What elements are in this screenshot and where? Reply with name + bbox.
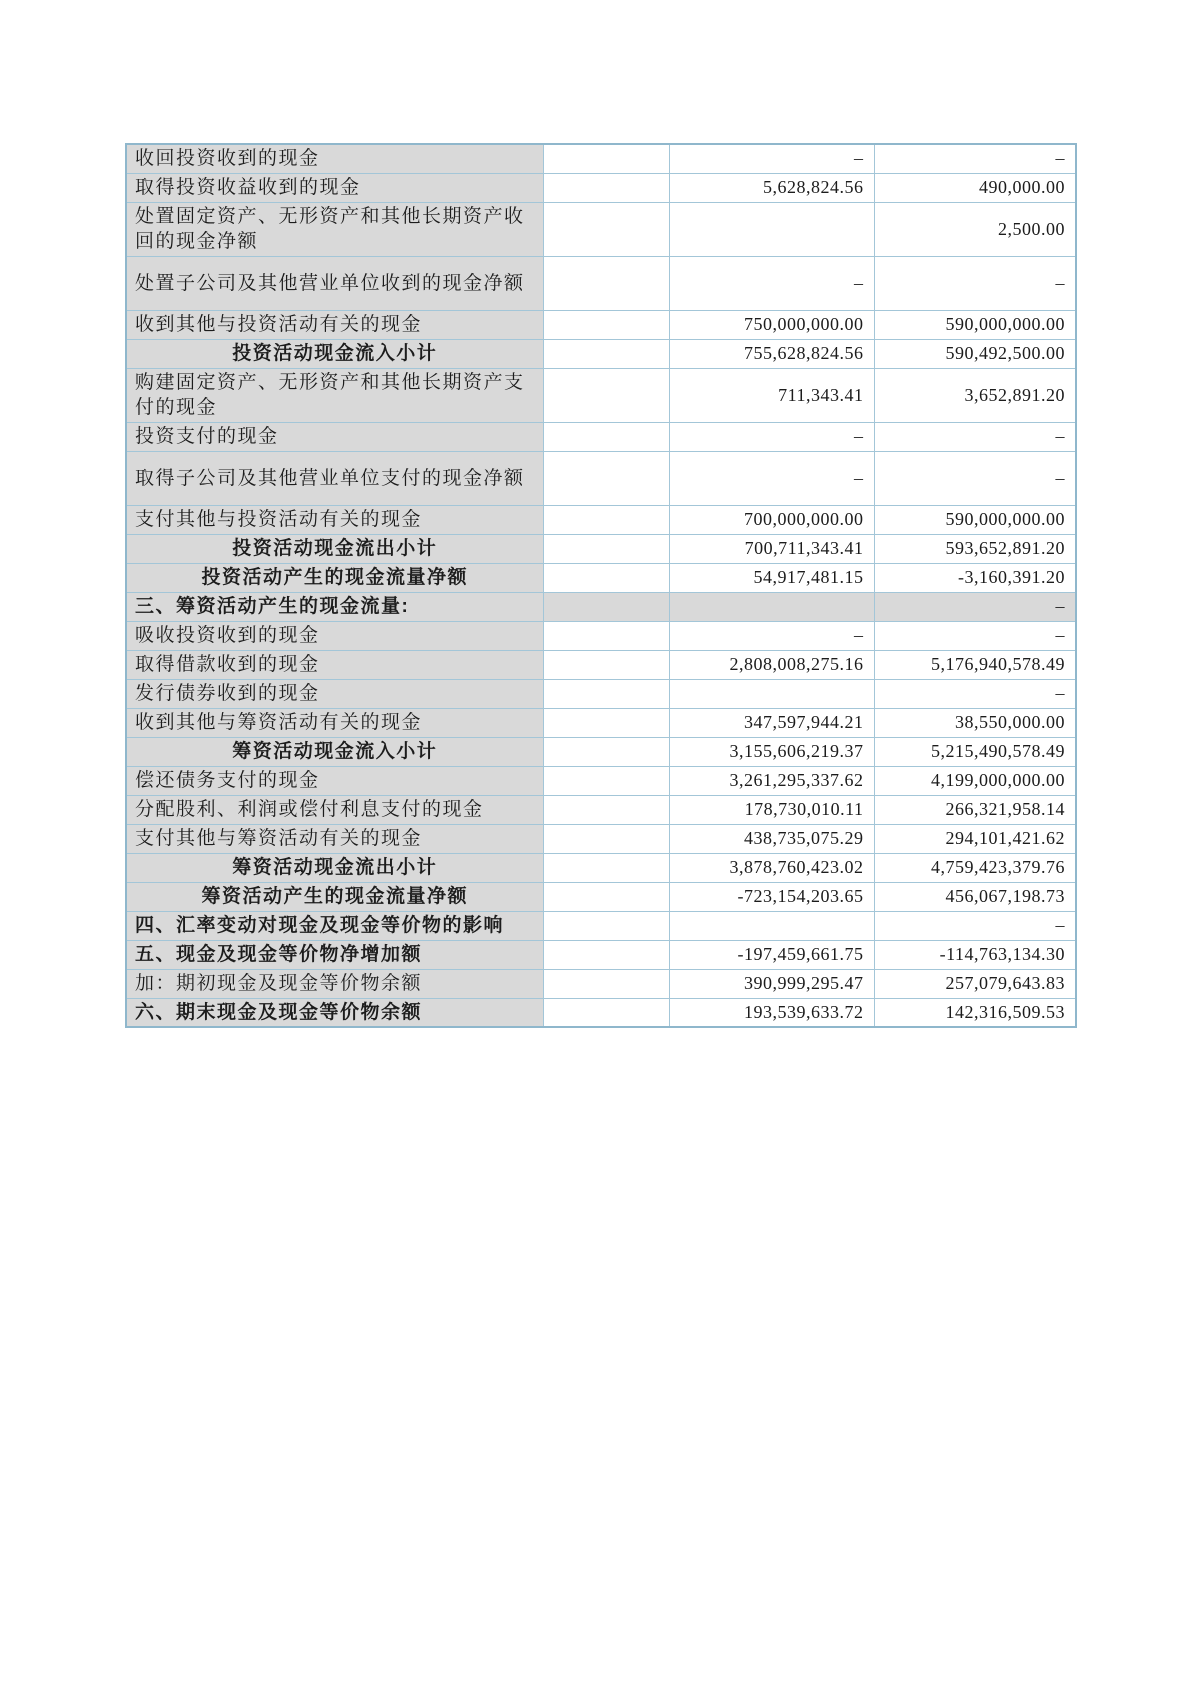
row-label-cell: 四、汇率变动对现金及现金等价物的影响 xyxy=(126,911,543,940)
table-row xyxy=(126,505,1076,534)
prior-period-cell: 3,652,891.20 xyxy=(874,368,1076,422)
prior-period-cell: – xyxy=(874,679,1076,708)
note-cell xyxy=(543,708,669,737)
note-cell xyxy=(543,795,669,824)
row-label-cell: 加：期初现金及现金等价物余额 xyxy=(126,969,543,998)
row-label-cell: 投资活动现金流入小计 xyxy=(126,339,543,368)
prior-period-cell: – xyxy=(874,621,1076,650)
current-period-cell: 347,597,944.21 xyxy=(669,708,874,737)
prior-period-cell: 4,759,423,379.76 xyxy=(874,853,1076,882)
table-row xyxy=(126,256,1076,310)
note-cell xyxy=(543,940,669,969)
row-label-cell: 发行债券收到的现金 xyxy=(126,679,543,708)
row-label-cell: 筹资活动产生的现金流量净额 xyxy=(126,882,543,911)
table-body xyxy=(126,144,1076,1027)
note-cell xyxy=(543,766,669,795)
prior-period-cell: 590,492,500.00 xyxy=(874,339,1076,368)
note-cell xyxy=(543,451,669,505)
current-period-cell xyxy=(669,911,874,940)
row-label-cell: 支付其他与筹资活动有关的现金 xyxy=(126,824,543,853)
row-label-cell: 取得借款收到的现金 xyxy=(126,650,543,679)
note-cell xyxy=(543,998,669,1027)
current-period-cell: – xyxy=(669,144,874,173)
note-cell xyxy=(543,368,669,422)
table-row xyxy=(126,202,1076,256)
table-row xyxy=(126,144,1076,173)
current-period-cell: 390,999,295.47 xyxy=(669,969,874,998)
prior-period-cell: -114,763,134.30 xyxy=(874,940,1076,969)
current-period-cell: 755,628,824.56 xyxy=(669,339,874,368)
table-row xyxy=(126,795,1076,824)
note-cell xyxy=(543,969,669,998)
prior-period-cell: – xyxy=(874,422,1076,451)
table-row xyxy=(126,451,1076,505)
row-label-cell: 五、现金及现金等价物净增加额 xyxy=(126,940,543,969)
prior-period-cell: 5,215,490,578.49 xyxy=(874,737,1076,766)
row-label-cell: 三、筹资活动产生的现金流量: xyxy=(126,592,543,621)
table-row xyxy=(126,368,1076,422)
current-period-cell: 711,343.41 xyxy=(669,368,874,422)
current-period-cell: – xyxy=(669,256,874,310)
table-row xyxy=(126,998,1076,1027)
note-cell xyxy=(543,422,669,451)
note-cell xyxy=(543,882,669,911)
current-period-cell xyxy=(669,679,874,708)
prior-period-cell: – xyxy=(874,451,1076,505)
current-period-cell: 5,628,824.56 xyxy=(669,173,874,202)
row-label-cell: 投资支付的现金 xyxy=(126,422,543,451)
table-row xyxy=(126,882,1076,911)
note-cell xyxy=(543,824,669,853)
row-label-cell: 收回投资收到的现金 xyxy=(126,144,543,173)
current-period-cell: 700,000,000.00 xyxy=(669,505,874,534)
current-period-cell: 178,730,010.11 xyxy=(669,795,874,824)
prior-period-cell: – xyxy=(874,911,1076,940)
row-label-cell: 吸收投资收到的现金 xyxy=(126,621,543,650)
prior-period-cell: 266,321,958.14 xyxy=(874,795,1076,824)
table-row xyxy=(126,708,1076,737)
row-label-cell: 六、期末现金及现金等价物余额 xyxy=(126,998,543,1027)
table-row xyxy=(126,534,1076,563)
current-period-cell: 3,261,295,337.62 xyxy=(669,766,874,795)
cash-flow-table xyxy=(125,143,1077,1028)
prior-period-cell: 257,079,643.83 xyxy=(874,969,1076,998)
note-cell xyxy=(543,310,669,339)
note-cell xyxy=(543,173,669,202)
row-label-cell: 取得投资收益收到的现金 xyxy=(126,173,543,202)
current-period-cell: 3,878,760,423.02 xyxy=(669,853,874,882)
prior-period-cell: 294,101,421.62 xyxy=(874,824,1076,853)
note-cell xyxy=(543,563,669,592)
row-label-cell: 取得子公司及其他营业单位支付的现金净额 xyxy=(126,451,543,505)
current-period-cell: 54,917,481.15 xyxy=(669,563,874,592)
note-cell xyxy=(543,592,669,621)
table-row xyxy=(126,679,1076,708)
prior-period-cell: – xyxy=(874,592,1076,621)
prior-period-cell: – xyxy=(874,256,1076,310)
table-row xyxy=(126,422,1076,451)
note-cell xyxy=(543,737,669,766)
note-cell xyxy=(543,650,669,679)
row-label-cell: 偿还债务支付的现金 xyxy=(126,766,543,795)
prior-period-cell: 590,000,000.00 xyxy=(874,505,1076,534)
row-label-cell: 投资活动产生的现金流量净额 xyxy=(126,563,543,592)
table-row xyxy=(126,339,1076,368)
note-cell xyxy=(543,621,669,650)
note-cell xyxy=(543,339,669,368)
row-label-cell: 分配股利、利润或偿付利息支付的现金 xyxy=(126,795,543,824)
note-cell xyxy=(543,534,669,563)
table-row xyxy=(126,766,1076,795)
prior-period-cell: 4,199,000,000.00 xyxy=(874,766,1076,795)
note-cell xyxy=(543,202,669,256)
prior-period-cell: 2,500.00 xyxy=(874,202,1076,256)
row-label-cell: 收到其他与投资活动有关的现金 xyxy=(126,310,543,339)
table-row xyxy=(126,853,1076,882)
row-label-cell: 投资活动现金流出小计 xyxy=(126,534,543,563)
table-row xyxy=(126,650,1076,679)
current-period-cell: 750,000,000.00 xyxy=(669,310,874,339)
row-label-cell: 处置子公司及其他营业单位收到的现金净额 xyxy=(126,256,543,310)
current-period-cell: 3,155,606,219.37 xyxy=(669,737,874,766)
prior-period-cell: 456,067,198.73 xyxy=(874,882,1076,911)
prior-period-cell: – xyxy=(874,144,1076,173)
prior-period-cell: 142,316,509.53 xyxy=(874,998,1076,1027)
note-cell xyxy=(543,144,669,173)
current-period-cell: -197,459,661.75 xyxy=(669,940,874,969)
current-period-cell: – xyxy=(669,621,874,650)
current-period-cell: 700,711,343.41 xyxy=(669,534,874,563)
table-row xyxy=(126,173,1076,202)
row-label-cell: 支付其他与投资活动有关的现金 xyxy=(126,505,543,534)
table-row xyxy=(126,911,1076,940)
prior-period-cell: 38,550,000.00 xyxy=(874,708,1076,737)
table-row xyxy=(126,940,1076,969)
current-period-cell: – xyxy=(669,451,874,505)
current-period-cell xyxy=(669,202,874,256)
note-cell xyxy=(543,679,669,708)
note-cell xyxy=(543,853,669,882)
note-cell xyxy=(543,911,669,940)
prior-period-cell: 490,000.00 xyxy=(874,173,1076,202)
current-period-cell xyxy=(669,592,874,621)
row-label-cell: 收到其他与筹资活动有关的现金 xyxy=(126,708,543,737)
row-label-cell: 购建固定资产、无形资产和其他长期资产支付的现金 xyxy=(126,368,543,422)
table-row xyxy=(126,592,1076,621)
prior-period-cell: 593,652,891.20 xyxy=(874,534,1076,563)
note-cell xyxy=(543,505,669,534)
prior-period-cell: 590,000,000.00 xyxy=(874,310,1076,339)
current-period-cell: 438,735,075.29 xyxy=(669,824,874,853)
table-row xyxy=(126,621,1076,650)
prior-period-cell: 5,176,940,578.49 xyxy=(874,650,1076,679)
table-row xyxy=(126,969,1076,998)
current-period-cell: – xyxy=(669,422,874,451)
note-cell xyxy=(543,256,669,310)
table-row xyxy=(126,563,1076,592)
table-row xyxy=(126,737,1076,766)
table-row xyxy=(126,824,1076,853)
prior-period-cell: -3,160,391.20 xyxy=(874,563,1076,592)
current-period-cell: 2,808,008,275.16 xyxy=(669,650,874,679)
row-label-cell: 筹资活动现金流出小计 xyxy=(126,853,543,882)
current-period-cell: 193,539,633.72 xyxy=(669,998,874,1027)
current-period-cell: -723,154,203.65 xyxy=(669,882,874,911)
row-label-cell: 筹资活动现金流入小计 xyxy=(126,737,543,766)
table-row xyxy=(126,310,1076,339)
row-label-cell: 处置固定资产、无形资产和其他长期资产收回的现金净额 xyxy=(126,202,543,256)
